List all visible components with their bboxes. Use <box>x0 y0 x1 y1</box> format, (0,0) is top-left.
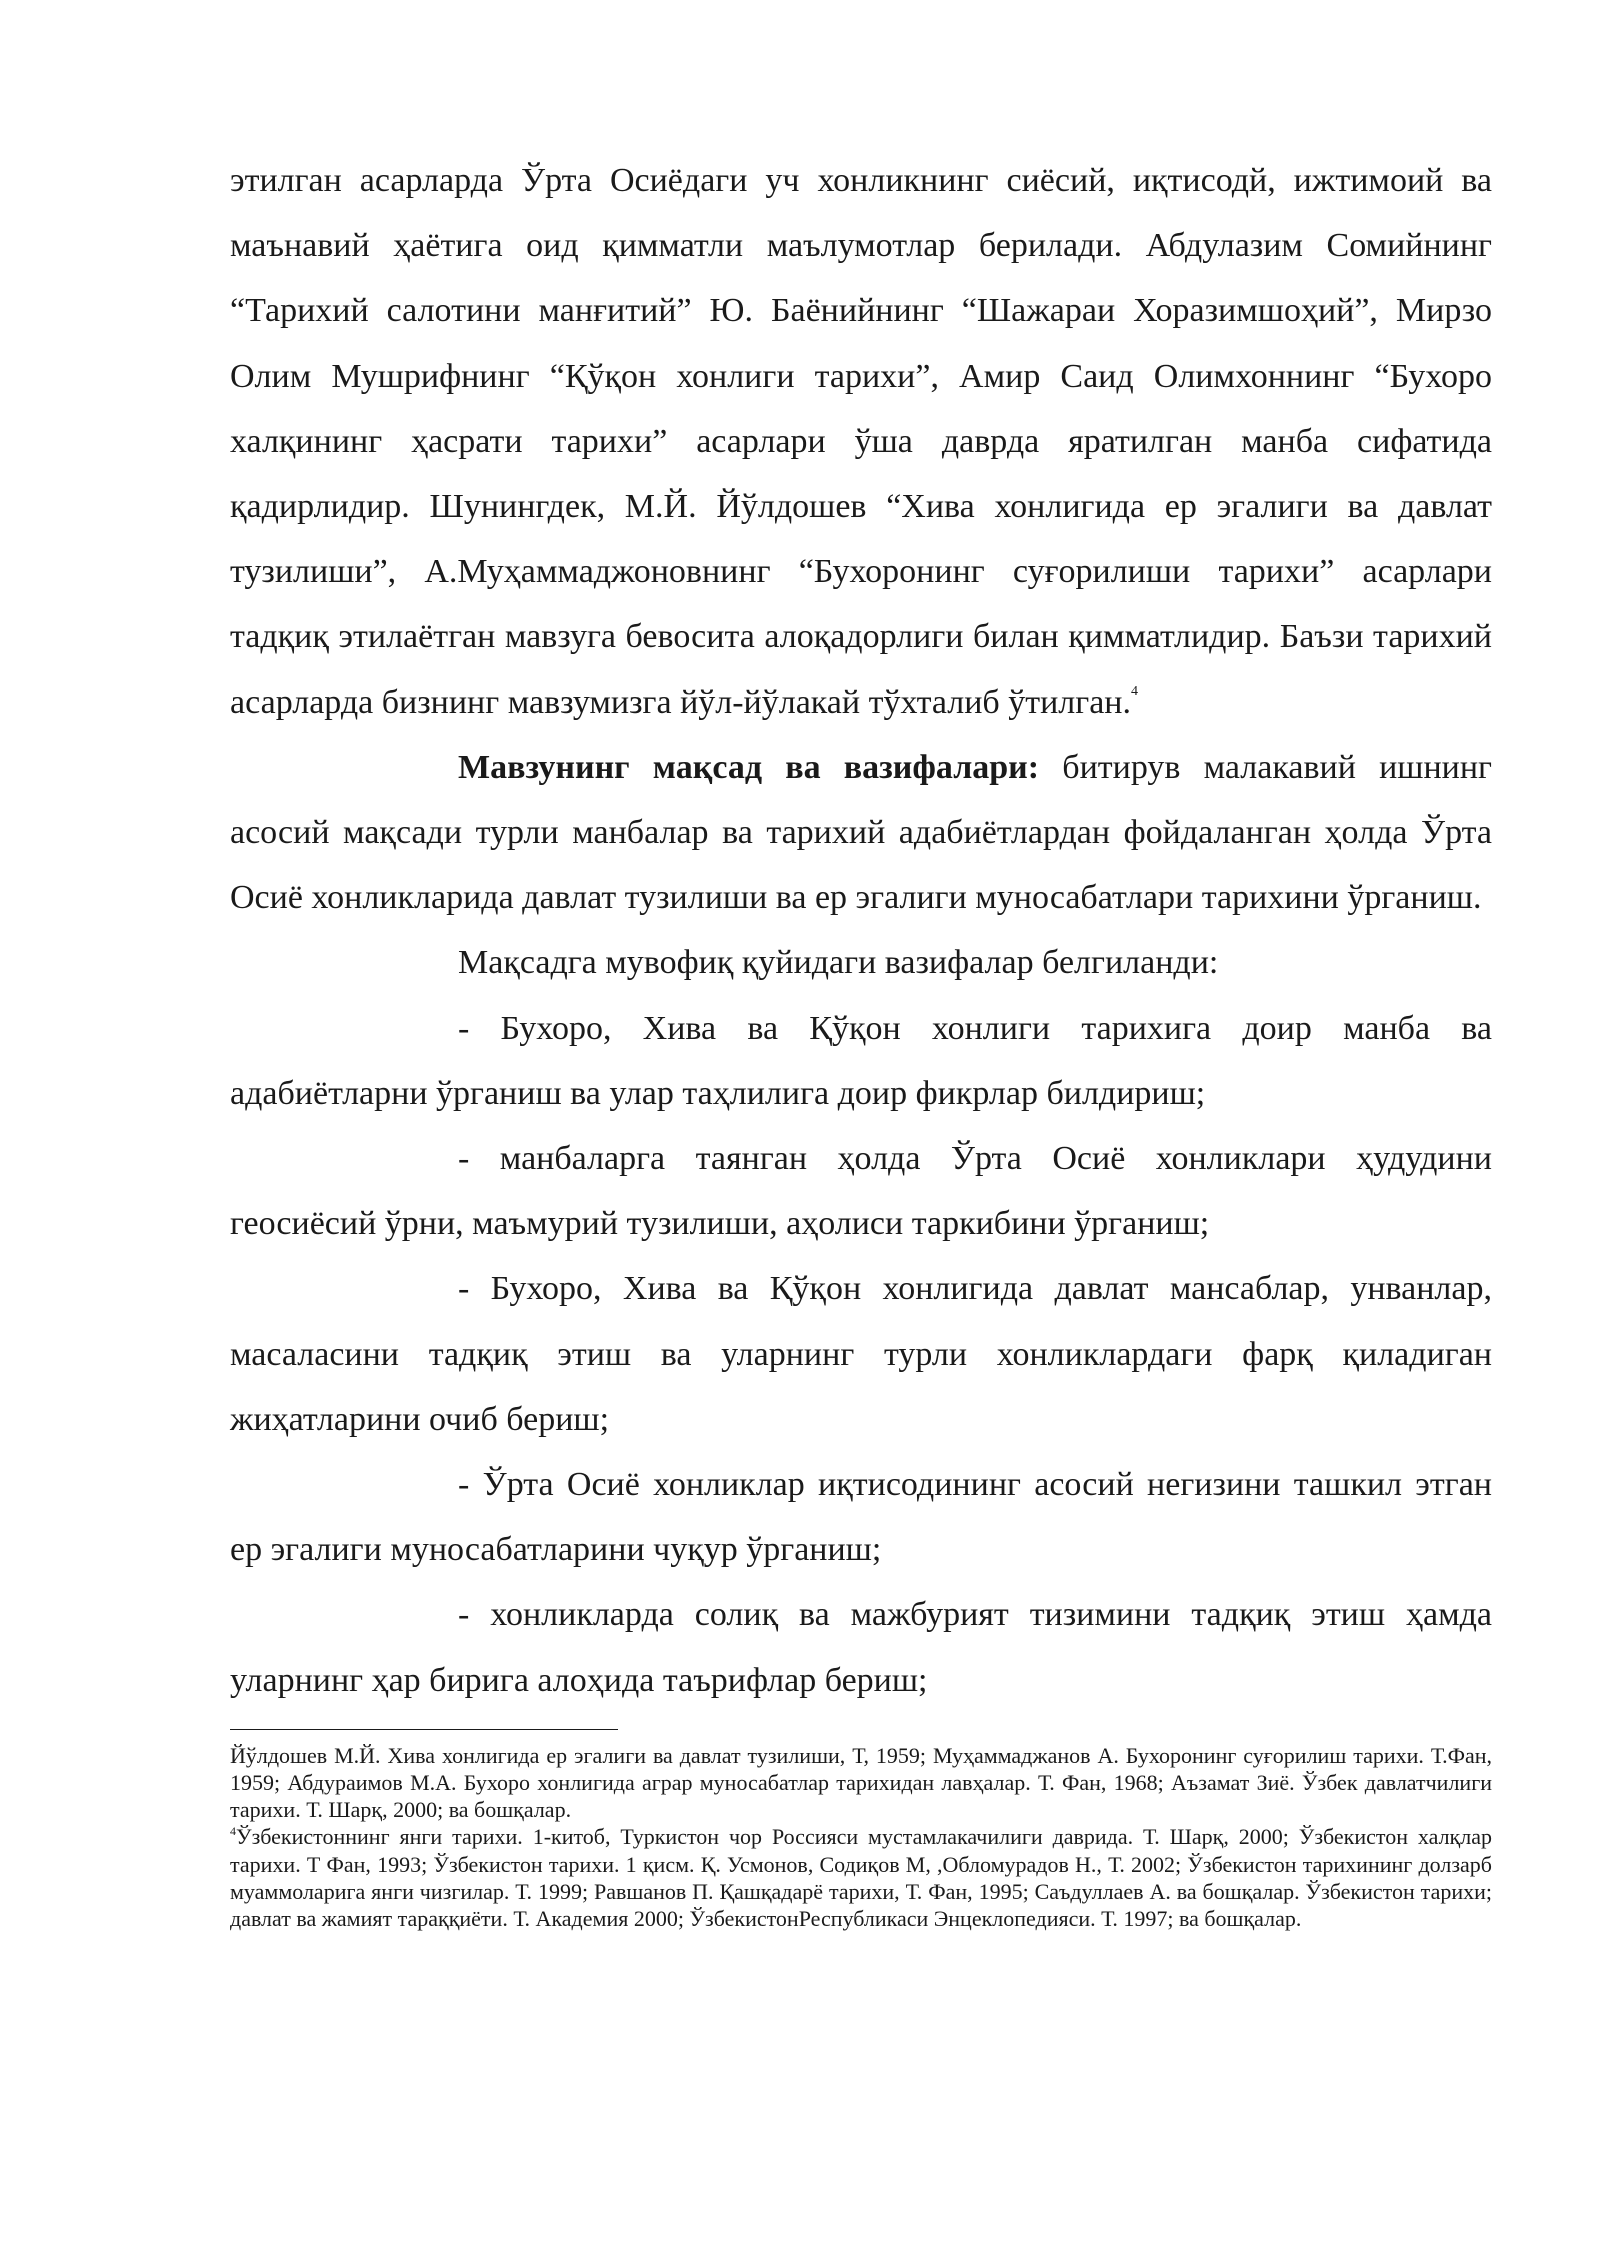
task-item: - Бухоро, Хива ва Қўқон хонлиги тарихига доир манба ва адабиётларни ўрганиш ва улар таҳлилига доир фикрлар билдириш; <box>230 1009 1492 1112</box>
goals-heading: Мавзунинг мақсад ва вазифалари: <box>458 748 1040 786</box>
task-item: - Бухоро, Хива ва Қўқон хонлигида давлат мансаблар, унванлар, масаласини тадқиқ этиш ва уларнинг турли хонликлардаги фарқ қиладиган жиҳатларини очиб бериш; <box>230 1270 1492 1438</box>
footnotes <box>230 1742 1492 1932</box>
task-item: - манбаларга таянган ҳолда Ўрта Осиё хонликлари ҳудудини геосиёсий ўрни, маъмурий тузилиши, аҳолиси таркибини ўрганиш; <box>230 1140 1492 1243</box>
footnote-4-text: Ўзбекистоннинг янги тарихи. 1-китоб, Туркистон чор Россияси мустамлакачилиги даврида. Т. Шарқ, 2000; Ўзбекистон халқлар тарихи. Т Фан, 1993; Ўзбекистон тарихи. 1 қисм. Қ. Усмонов, Содиқов М, ,Обломурадов Н., Т. 2002; Ўзбекистон тарихининг долзарб муаммоларига янги чизгилар. Т. 1999; Равшанов П. Қашқадарё тарихи, Т. Фан, 1995; Саъдуллаев А. ва бошқалар. Ўзбекистон тарихи; давлат ва жамият тараққиёти. Т. Академия 2000; ЎзбекистонРеспубликаси Энцеклопедияси. Т. 1997; ва бошқалар. <box>230 1824 1492 1932</box>
footnote-continuation: Йўлдошев М.Й. Хива хонлигида ер эгалиги ва давлат тузилиши, Т, 1959; Муҳаммаджанов А. Бухоронинг суғорилиш тарихи. Т.Фан, 1959; Абдураимов М.А. Бухоро хонлигида аграр муносабатлар тарихидан лавҳалар. Т. Фан, 1968; Аъзамат Зиё. Ўзбек давлатчилиги тарихи. Т. Шарқ, 2000; ва бошқалар. <box>230 1742 1492 1823</box>
task-item: - Ўрта Осиё хонликлар иқтисодининг асосий негизини ташкил этган ер эгалиги муносабатларини чуқур ўрганиш; <box>230 1466 1492 1569</box>
footnote-marker: 4 <box>230 1824 236 1839</box>
paragraph-goals <box>230 735 1492 931</box>
goals-text: битирув малакавий ишнинг асосий мақсади турли манбалар ва тарихий адабиётлардан фойдаланган ҳолда Ўрта Осиё хонликларида давлат тузилиши ва ер эгалиги муносабатлари тарихини ўрганиш. <box>230 748 1492 917</box>
paragraph-sources-text: этилган асарларда Ўрта Осиёдаги уч хонликнинг сиёсий, иқтисодй, ижтимоий ва маънавий ҳаётига оид қимматли маълумотлар берилади. Абдулазим Сомийнинг “Тарихий салотини манғитий” Ю. Баёнийнинг “Шажараи Хоразимшоҳий”, Мирзо Олим Мушрифнинг “Қўқон хонлиги тарихи”, Амир Саид Олимхоннинг “Бухоро халқининг ҳасрати тарихи” асарлари ўша даврда яратилган манба сифатида қадирлидир. Шунингдек, М.Й. Йўлдошев “Хива хонлигида ер эгалиги ва давлат тузилиши”, А.Муҳаммаджоновнинг “Бухоронинг суғорилиши тарихи” асарлари тадқиқ этилаётган мавзуга бевосита алоқадорлиги билан қимматлидир. Баъзи тарихий асарларда бизнинг мавзумизга йўл-йўлакай тўхталиб ўтилган. <box>230 162 1492 721</box>
footnote-4 <box>230 1823 1492 1932</box>
main-text <box>230 148 1492 1713</box>
footnote-ref[interactable]: 4 <box>1130 683 1138 699</box>
footnote-separator <box>230 1729 618 1730</box>
task-item: - хонликларда солиқ ва мажбурият тизимини тадқиқ этиш ҳамда уларнинг ҳар бирига алоҳида таърифлар бериш; <box>230 1596 1492 1699</box>
document-page <box>230 148 1492 1932</box>
paragraph-tasks-intro: Мақсадга мувофиқ қуйидаги вазифалар белгиланди: <box>458 944 1219 982</box>
paragraph-sources <box>230 148 1492 735</box>
